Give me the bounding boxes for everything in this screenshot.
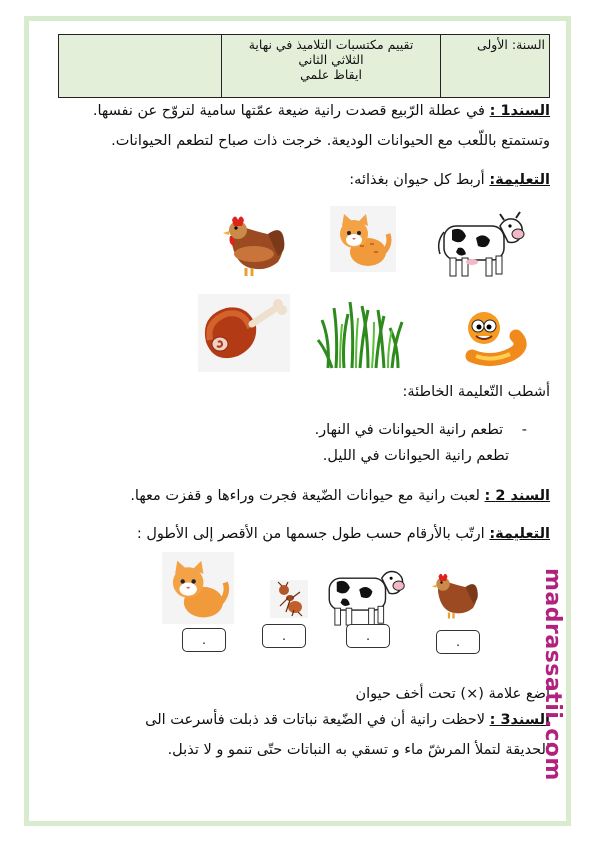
meat-image — [198, 294, 290, 372]
order-box-1-value: . — [202, 633, 206, 647]
strike-option-1 — [315, 422, 527, 438]
section1-line1 — [93, 103, 550, 119]
title-line-3: ايقاظ علمي — [300, 67, 362, 82]
hen-image — [218, 206, 290, 278]
instruction2 — [137, 526, 550, 542]
section3-text-2: الحديقة لتملأ المرشّ ماء و تسقي به النباتات حتّى تنمو و لا تذبل. — [167, 742, 550, 758]
watermark: madrassatii.com — [540, 568, 565, 781]
order-box-4-value: . — [456, 635, 460, 649]
section3-text-1: لاحظت رانية أن في الضّيعة نباتات قد ذبلت فأسرعت الى — [145, 712, 485, 728]
mark-task-text: أضع علامة (×) تحت أخف حيوان — [355, 686, 550, 702]
instruction2-label: التعليمة: — [489, 526, 550, 542]
section3-line1 — [145, 712, 550, 728]
section2-text: لعبت رانية مع حيوانات الضّيعة فجرت وراءها و قفزت معها. — [130, 488, 480, 504]
order-box-3-value: . — [366, 629, 370, 643]
order-box-2-value: . — [282, 629, 286, 643]
header-empty-cell — [59, 35, 222, 98]
strike-option-1-text: تطعم رانية الحيوانات في النهار. — [314, 422, 504, 438]
cow-image-2 — [318, 560, 408, 632]
cat-image-2 — [162, 552, 234, 624]
strike-option-2 — [323, 448, 509, 464]
title-line-2: الثلاثي الثاني — [298, 52, 364, 67]
cat-image — [330, 206, 396, 272]
header-table — [58, 34, 550, 98]
section1-label: السند1 : — [489, 103, 550, 119]
section3-line2 — [168, 742, 550, 758]
section3-label: السند3 : — [489, 712, 550, 728]
section1-line2 — [111, 133, 550, 149]
worm-image — [462, 306, 532, 364]
instruction1-label: التعليمة: — [489, 172, 550, 188]
instruction1 — [349, 172, 550, 188]
order-box-3[interactable] — [346, 624, 390, 648]
mark-task — [355, 686, 550, 702]
header-title-cell — [222, 35, 441, 98]
hen-image-2 — [428, 566, 482, 620]
section2-label: السند 2 : — [484, 488, 550, 504]
cow-image — [432, 208, 528, 282]
strike-option-2-text: تطعم رانية الحيوانات في الليل. — [322, 448, 509, 464]
header-year-cell — [441, 35, 550, 98]
order-box-1[interactable] — [182, 628, 226, 652]
grass-image — [318, 300, 406, 370]
strike-title — [403, 384, 550, 400]
strike-dash: - — [521, 422, 527, 438]
instruction2-text: ارتّب بالأرقام حسب طول جسمها من الأقصر إلى الأطول : — [136, 526, 485, 542]
order-box-4[interactable] — [436, 630, 480, 654]
section1-text-2: وتستمتع باللّعب مع الحيوانات الوديعة. خرجت ذات صباح لتطعم الحيوانات. — [111, 133, 550, 149]
section1-text-1: في عطلة الرّبيع قصدت رانية ضيعة عمّتها سامية لتروّح عن نفسها. — [92, 103, 485, 119]
order-box-2[interactable] — [262, 624, 306, 648]
year-label: السنة: الأولى — [477, 37, 545, 52]
title-line-1: تقييم مكتسبات التلاميذ في نهاية — [248, 37, 414, 52]
section2-line — [130, 488, 550, 504]
instruction1-text: أربط كل حيوان بغذائه: — [349, 172, 485, 188]
strike-title-text: أشطب التّعليمة الخاطئة: — [402, 384, 550, 400]
ant-image — [270, 580, 308, 618]
